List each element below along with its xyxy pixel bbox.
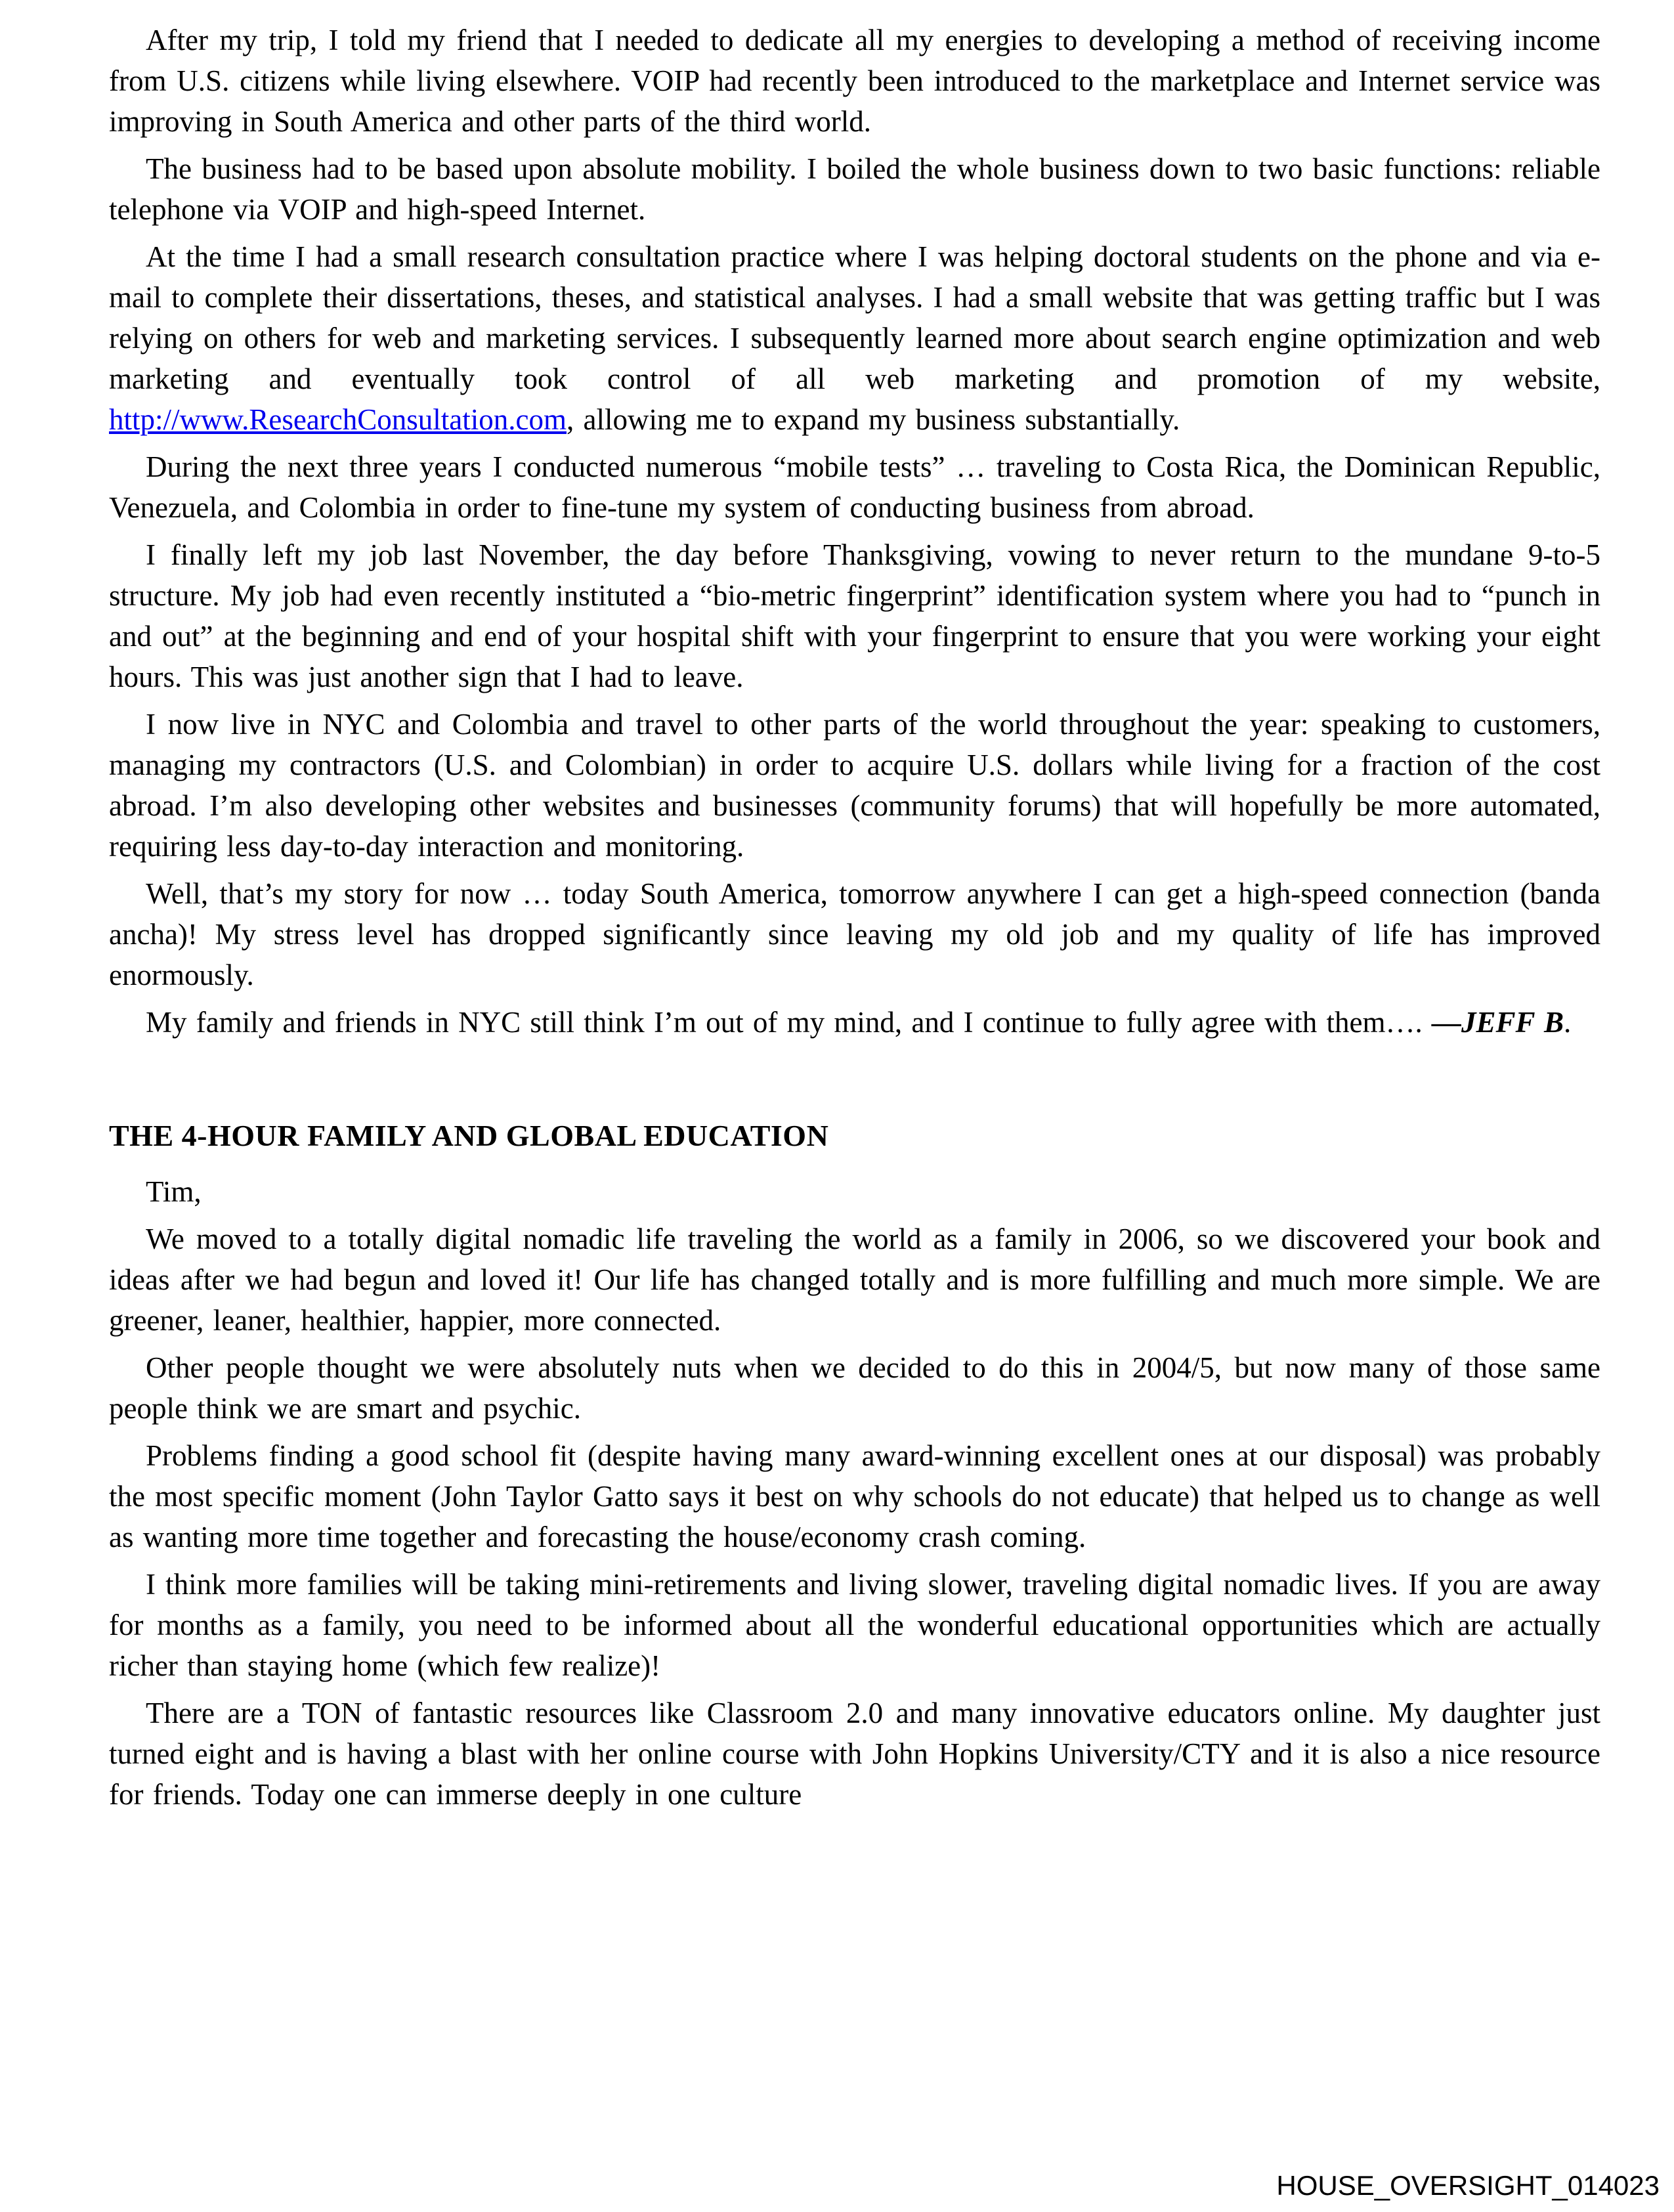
paragraph: I finally left my job last November, the day before Thanksgiving, vowing to never return to the mundane 9-to-5 structure. My job had even recently instituted a “bio-metric fingerprint” identification system where you had to “punch in and out” at the beginning and end of your hospital shift with your fingerprint to ensure that you were working your eight hours. This was just another sign that I had to leave. (109, 538, 1600, 693)
section-heading: THE 4-HOUR FAMILY AND GLOBAL EDUCATION (109, 1119, 829, 1152)
salutation: Tim, (146, 1175, 202, 1208)
paragraph-with-link (109, 236, 1600, 440)
research-consultation-link[interactable]: http://www.ResearchConsultation.com (109, 403, 567, 436)
paragraph-signature (109, 1002, 1600, 1043)
paragraph: The business had to be based upon absolute mobility. I boiled the whole business down to two basic functions: reliable telephone via VOIP and high-speed Internet. (109, 152, 1600, 226)
paragraph-text: My family and friends in NYC still think I’m out of my mind, and I continue to fully agree with them…. (146, 1006, 1432, 1039)
paragraph-text: . (1563, 1006, 1572, 1039)
paragraph: After my trip, I told my friend that I needed to dedicate all my energies to developing a method of receiving income from U.S. citizens while living elsewhere. VOIP had recently been introduced to the marketplace and Internet service was improving in South America and other parts of the third world. (109, 24, 1600, 138)
paragraph: I think more families will be taking mini-retirements and living slower, traveling digital nomadic lives. If you are away for months as a family, you need to be informed about all the wonderful educational opportunities which are actually richer than staying home (which few realize)! (109, 1568, 1600, 1682)
paragraph-text: At the time I had a small research consultation practice where I was helping doctoral students on the phone and via e-mail to complete their dissertations, theses, and statistical analyses. I had a small website that was getting traffic but I was relying on others for web and marketing services. I subsequently learned more about search engine optimization and web marketing and eventually took control of all web marketing and promotion of my website, (109, 240, 1600, 395)
paragraph: I now live in NYC and Colombia and travel to other parts of the world throughout the year: speaking to customers, managing my contractors (U.S. and Colombian) in order to acquire U.S. dollars while living for a fraction of the cost abroad. I’m also developing other websites and businesses (community forums) that will hopefully be more automated, requiring less day-to-day interaction and monitoring. (109, 708, 1600, 863)
author-signature: —JEFF B (1431, 1006, 1564, 1039)
paragraph: Other people thought we were absolutely nuts when we decided to do this in 2004/5, but now many of those same people think we are smart and psychic. (109, 1351, 1600, 1425)
paragraph-text: , allowing me to expand my business substantially. (566, 403, 1180, 436)
paragraph: During the next three years I conducted numerous “mobile tests” … traveling to Costa Rica, the Dominican Republic, Venezuela, and Colombia in order to fine-tune my system of conducting business from abroad. (109, 450, 1600, 524)
bates-stamp: HOUSE_OVERSIGHT_014023 (1276, 2170, 1660, 2201)
paragraph: Problems finding a good school fit (despite having many award-winning excellent ones at our disposal) was probably the most specific moment (John Taylor Gatto says it best on why schools do not educate) that helped us to change as well as wanting more time together and forecasting the house/economy crash coming. (109, 1439, 1600, 1553)
paragraph: There are a TON of fantastic resources like Classroom 2.0 and many innovative educators online. My daughter just turned eight and is having a blast with her online course with John Hopkins University/CTY and it is also a nice resource for friends. Today one can immerse deeply in one culture (109, 1697, 1600, 1811)
paragraph: We moved to a totally digital nomadic life traveling the world as a family in 2006, so we discovered your book and ideas after we had begun and loved it! Our life has changed totally and is more fulfilling and much more simple. We are greener, leaner, healthier, happier, more connected. (109, 1223, 1600, 1337)
paragraph: Well, that’s my story for now … today South America, tomorrow anywhere I can get a high-speed connection (banda ancha)! My stress level has dropped significantly since leaving my old job and my quality of life has improved enormously. (109, 877, 1600, 991)
